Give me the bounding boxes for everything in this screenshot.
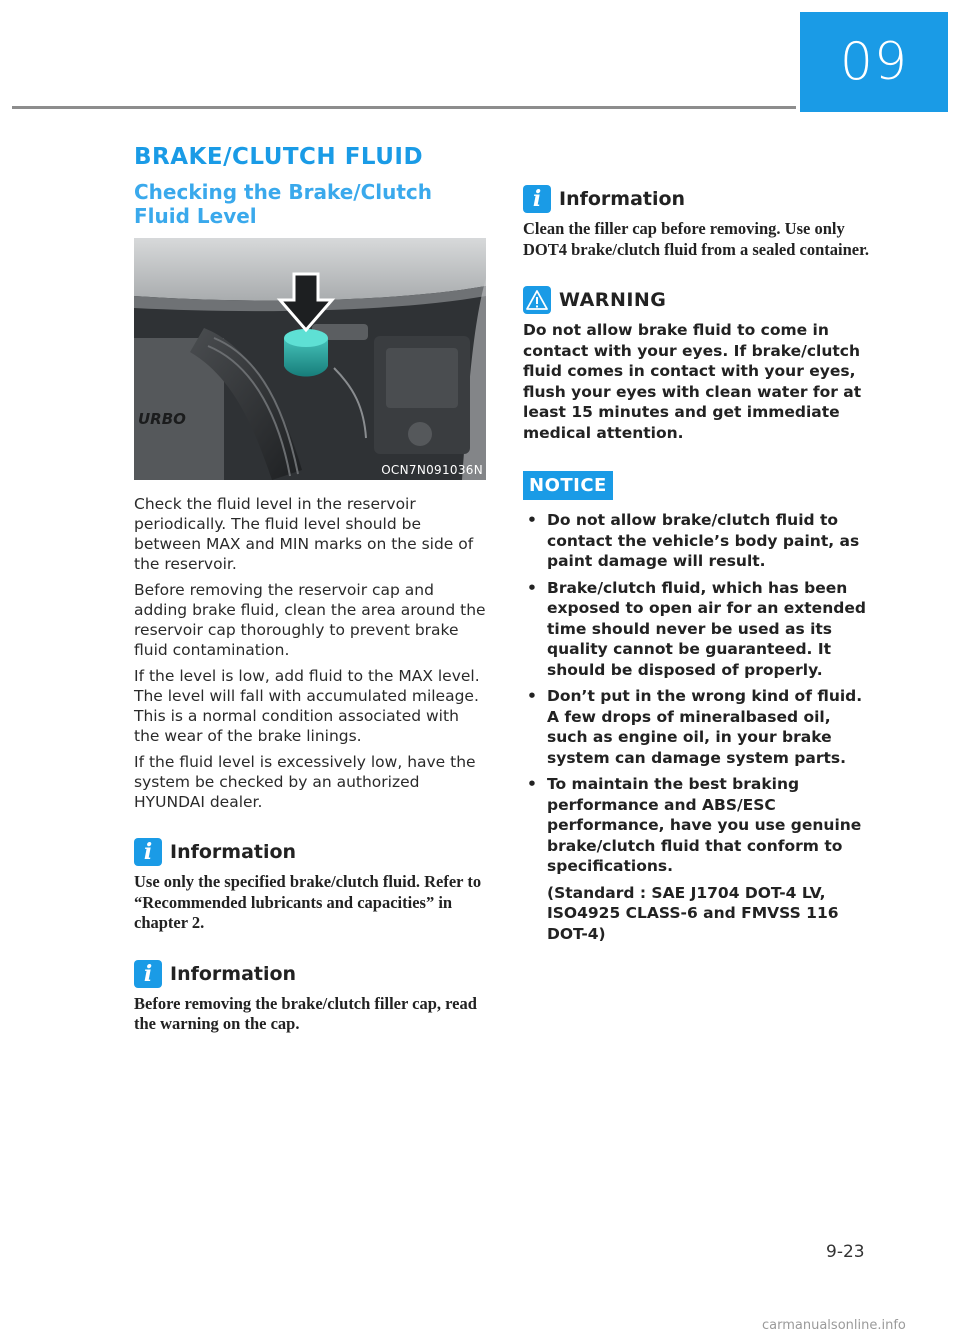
info-icon: i [134, 960, 162, 988]
warning-header [523, 286, 875, 314]
notice-item [523, 510, 875, 572]
paragraph: Check the fluid level in the reservoir periodically. The fluid level should be between MAX and MIN marks on the side of the reservoir. [134, 495, 474, 573]
subsection-title: Checking the Brake/Clutch Fluid Level [134, 180, 432, 228]
info-label: Information [170, 962, 297, 985]
info-label: Information [559, 188, 686, 210]
info-label: Information [170, 841, 297, 863]
notice-list [523, 510, 875, 877]
chapter-tab [800, 12, 948, 112]
notice-item [523, 686, 875, 768]
bullet: • [527, 687, 537, 705]
info-text: Clean the filler cap before removing. Use only DOT4 brake/clutch fluid from a sealed container. [523, 219, 870, 259]
notice-item-text: Don’t put in the wrong kind of fluid. A few drops of mineralbased oil, such as engine oil, in your brake system can damage system parts. [547, 687, 863, 767]
info-header [523, 185, 875, 213]
notice-badge: NOTICE [523, 471, 613, 500]
chapter-number: 09 [839, 32, 909, 92]
watermark[interactable]: carmanualsonline.info [762, 1318, 906, 1333]
page-number: 9-23 [826, 1242, 865, 1262]
engine-photo [134, 238, 486, 480]
warning-box [523, 286, 875, 443]
notice-standard: (Standard : SAE J1704 DOT-4 LV, ISO4925 CLASS-6 and FMVSS 116 DOT-4) [547, 883, 839, 943]
bullet: • [527, 511, 537, 529]
paragraph: Before removing the reservoir cap and adding brake fluid, clean the area around the reservoir cap thoroughly to prevent brake fluid contamination. [134, 581, 486, 659]
warning-triangle-icon [523, 286, 551, 314]
paragraph: If the level is low, add fluid to the MAX level. The level will fall with accumulated mileage. This is a normal condition associated with the wear of the brake linings. [134, 667, 480, 745]
info-box [134, 960, 488, 1035]
notice-item [523, 578, 875, 681]
info-box [523, 185, 875, 260]
right-column [523, 185, 875, 944]
notice-box [523, 471, 875, 944]
info-icon: i [523, 185, 551, 213]
bullet: • [527, 775, 537, 793]
notice-item [523, 774, 875, 877]
warning-text: Do not allow brake fluid to come in contact with your eyes. If brake/clutch fluid comes in contact with your eyes, flush your eyes with clean water for at least 15 minutes and get immediate medical attention. [523, 321, 862, 442]
engine-bay-illustration [134, 238, 486, 480]
paragraph: If the fluid level is excessively low, have the system be checked by an authorized HYUNDAI dealer. [134, 753, 476, 811]
warning-label: WARNING [559, 289, 667, 311]
photo-code: OCN7N091036N [381, 463, 483, 477]
info-header [134, 838, 488, 866]
engine-badge: URBO [138, 410, 186, 428]
notice-item-text: To maintain the best braking performance and ABS/ESC performance, have you use genuine brake/clutch fluid that conform to specifications. [547, 775, 862, 875]
info-header [134, 960, 488, 988]
header-rule [12, 106, 796, 109]
info-text: Use only the specified brake/clutch fluid. Refer to “Recommended lubricants and capacities” in chapter 2. [134, 872, 482, 932]
section-title: BRAKE/CLUTCH FLUID [134, 144, 424, 170]
notice-item-text: Do not allow brake/clutch fluid to contact the vehicle’s body paint, as paint damage will result. [547, 511, 860, 570]
info-text: Before removing the brake/clutch filler cap, read the warning on the cap. [134, 993, 477, 1033]
notice-item-text: Brake/clutch fluid, which has been exposed to open air for an extended time should never be used as its quality cannot be guaranteed. It should be disposed of properly. [547, 578, 866, 679]
bullet: • [527, 578, 537, 597]
info-box [134, 838, 488, 934]
left-column [134, 180, 488, 1035]
info-icon: i [134, 838, 162, 866]
